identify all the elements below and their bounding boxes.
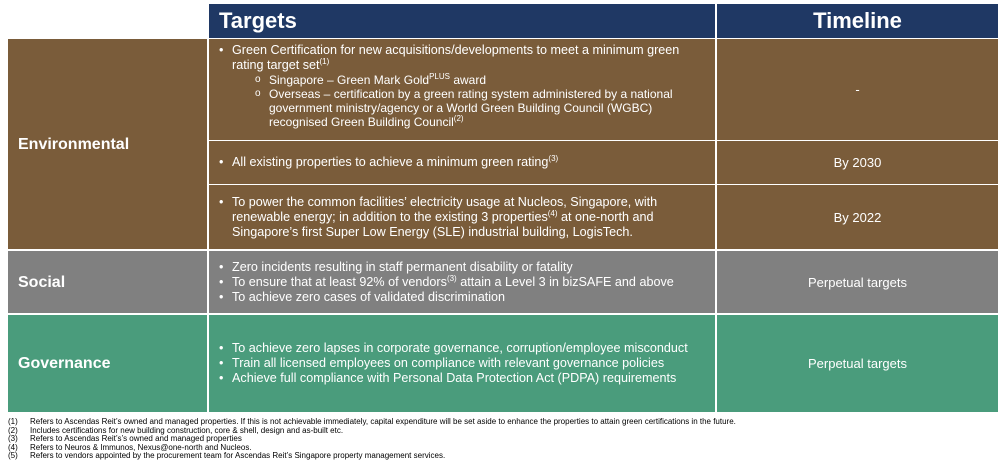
list-item: [219, 356, 707, 371]
target-text: Train all licensed employees on compliance with relevant governance policies: [232, 356, 665, 370]
footnote-text: Refers to Neuros & Immunos, Nexus@one-north and Nucleos.: [30, 442, 252, 452]
target-text: Achieve full compliance with Personal Data Protection Act (PDPA) requirements: [232, 371, 677, 385]
target-text: To ensure that at least 92% of vendors: [232, 274, 447, 289]
list-item: [219, 371, 707, 386]
list-item: [219, 341, 707, 356]
bullet-icon: •: [219, 43, 224, 57]
footnote-ref: (3): [446, 273, 457, 283]
sub-text: Overseas – certification by a green rating system administered by a national government ministry/agency or a World Green Building Council (WGBC) recognised Green Building Council: [269, 87, 673, 129]
env-timeline-2: By 2030: [717, 141, 998, 184]
bullet-icon: •: [219, 155, 224, 169]
footnotes: [8, 418, 736, 461]
sub-list-item: [219, 73, 707, 87]
circle-bullet-icon: o: [255, 74, 261, 85]
list-item: [219, 260, 707, 275]
footnote-number: (2): [8, 425, 18, 435]
target-text: Green Certification for new acquisitions/developments to meet a minimum green rating target set: [232, 43, 680, 72]
header-blank-cell: [8, 4, 209, 38]
social-timeline: Perpetual targets: [717, 251, 998, 313]
footnote-ref: (2): [453, 114, 464, 123]
env-target-existing-properties: [209, 141, 715, 184]
bullet-icon: •: [219, 259, 224, 274]
category-environmental: Environmental: [8, 39, 207, 249]
bullet-icon: •: [219, 289, 224, 304]
env-timeline-3: By 2022: [717, 185, 998, 249]
footnote-number: (3): [8, 434, 18, 444]
footnote-number: (5): [8, 451, 18, 461]
footnote-ref: (3): [548, 153, 559, 163]
list-item: [219, 155, 558, 170]
env-target-green-certification: [209, 39, 715, 140]
target-text: To achieve zero lapses in corporate governance, corruption/employee misconduct: [232, 341, 688, 355]
list-item: [219, 195, 707, 240]
footnote-text: Refers to Ascendas Reit’s’s owned and managed properties: [30, 434, 242, 444]
social-targets: [209, 251, 715, 313]
list-item: [219, 275, 707, 290]
footnote-ref: (1): [319, 56, 330, 66]
list-item: [219, 290, 707, 305]
header-timeline: Timeline: [717, 4, 998, 38]
list-item: [219, 43, 707, 73]
sub-text: award: [450, 73, 487, 87]
bullet-icon: •: [219, 341, 224, 355]
bullet-icon: •: [219, 194, 224, 209]
target-text: Zero incidents resulting in staff permanent disability or fatality: [232, 259, 573, 274]
target-text: To power the common facilities’ electricity usage at Nucleos, Singapore, with renewable energy; in addition to the existing 3 properties: [232, 194, 658, 224]
target-text: All existing properties to achieve a minimum green rating: [232, 155, 549, 169]
header-targets: Targets: [209, 4, 715, 38]
governance-timeline: Perpetual targets: [717, 315, 998, 412]
target-text: To achieve zero cases of validated discrimination: [232, 289, 506, 304]
target-text: at one-north and Singapore’s first Super Low Energy (SLE) industrial building, LogisTech.: [232, 209, 654, 239]
superscript: PLUS: [429, 72, 450, 81]
env-target-renewable-energy: [209, 185, 715, 249]
target-text: attain a Level 3 in bizSAFE and above: [456, 274, 674, 289]
footnote-text: Refers to Ascendas Reit’s owned and managed properties. If this is not achievable immediately, capital expenditure will be set aside to enhance the properties to attain green certifications in the future.: [30, 417, 736, 426]
footnote-text: Refers to vendors appointed by the procurement team for Ascendas Reit’s Singapore property management services.: [30, 451, 446, 461]
circle-bullet-icon: o: [255, 88, 261, 99]
footnote-number: (4): [8, 442, 18, 452]
governance-targets: [209, 315, 715, 412]
bullet-icon: •: [219, 371, 224, 385]
sub-list-item: [219, 87, 707, 129]
footnote-ref: (4): [547, 208, 558, 218]
bullet-icon: •: [219, 274, 224, 289]
bullet-icon: •: [219, 356, 224, 370]
category-social: Social: [8, 251, 207, 313]
env-timeline-1: -: [717, 39, 998, 140]
category-governance: Governance: [8, 315, 207, 412]
sub-text: Singapore – Green Mark Gold: [269, 73, 430, 87]
footnote-number: (1): [8, 417, 18, 426]
footnote-text: Includes certifications for new building construction, core & shell, design and as-built etc.: [30, 425, 344, 435]
footnote-item: [8, 452, 736, 461]
